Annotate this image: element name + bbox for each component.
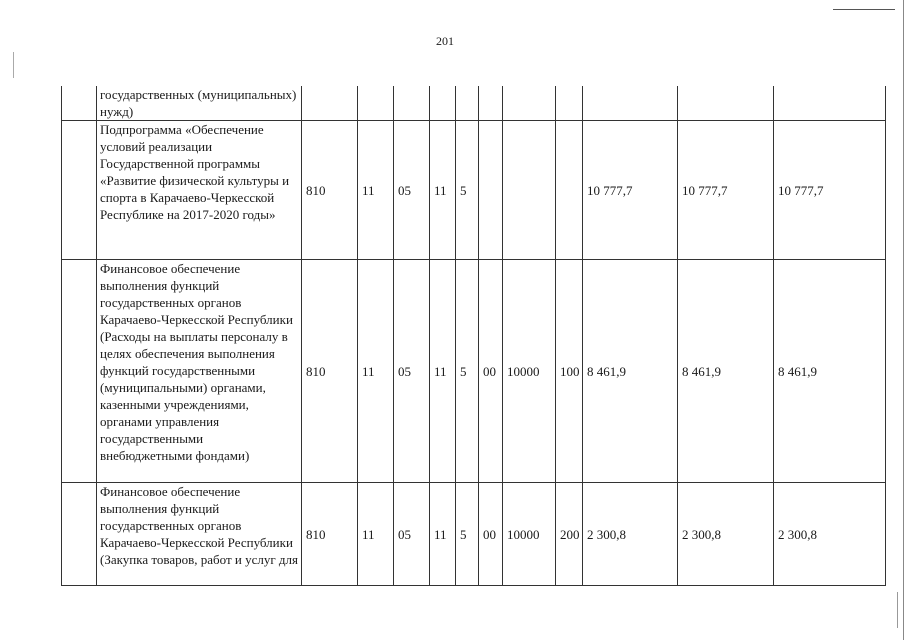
subprogram-cell: 5 <box>456 121 479 260</box>
measure-cell <box>479 121 503 260</box>
amount-cell: 2 300,8 <box>678 483 774 586</box>
section-cell: 11 <box>358 260 394 483</box>
subprogram-cell <box>456 86 479 121</box>
budget-table <box>61 86 886 586</box>
row-name: Финансовое обеспечение выполнения функций государственных органов Карачаево-Черкесской Республики (Расходы на выплаты персоналу в целях обеспечения выполнения функций государственными (муниципальными) органами, казенными учреждениями, органами управления государственными внебюджетными фондами) <box>97 260 302 483</box>
row-name: государственных (муниципальных) нужд) <box>97 86 302 121</box>
expense-type-cell <box>556 86 583 121</box>
blank-cell <box>62 121 97 260</box>
row-name: Финансовое обеспечение выполнения функций государственных органов Карачаево-Черкесской Республики (Закупка товаров, работ и услуг для <box>97 483 302 586</box>
table-row <box>62 121 886 260</box>
table-row <box>62 260 886 483</box>
subsection-cell: 05 <box>394 483 430 586</box>
amount-cell <box>774 86 886 121</box>
expense-type-cell <box>556 121 583 260</box>
blank-cell <box>62 260 97 483</box>
subprogram-cell: 5 <box>456 483 479 586</box>
section-cell <box>358 86 394 121</box>
row-name: Подпрограмма «Обеспечение условий реализации Государственной программы «Развитие физической культуры и спорта в Карачаево-Черкесской Республике на 2017-2020 годы» <box>97 121 302 260</box>
amount-cell: 10 777,7 <box>774 121 886 260</box>
amount-cell: 8 461,9 <box>774 260 886 483</box>
program-cell: 11 <box>430 121 456 260</box>
program-cell <box>430 86 456 121</box>
amount-cell: 2 300,8 <box>583 483 678 586</box>
gov-code-cell: 810 <box>302 121 358 260</box>
scan-edge-right <box>903 0 904 640</box>
amount-cell <box>583 86 678 121</box>
table-row <box>62 86 886 121</box>
amount-cell: 8 461,9 <box>583 260 678 483</box>
amount-cell: 10 777,7 <box>583 121 678 260</box>
expense-type-cell: 200 <box>556 483 583 586</box>
subsection-cell <box>394 86 430 121</box>
blank-cell <box>62 86 97 121</box>
section-cell: 11 <box>358 121 394 260</box>
gov-code-cell: 810 <box>302 260 358 483</box>
direction-cell <box>503 86 556 121</box>
blank-cell <box>62 483 97 586</box>
direction-cell <box>503 121 556 260</box>
table-row <box>62 483 886 586</box>
scan-mark <box>13 52 14 78</box>
scan-mark <box>897 592 898 628</box>
subprogram-cell: 5 <box>456 260 479 483</box>
section-cell: 11 <box>358 483 394 586</box>
amount-cell: 8 461,9 <box>678 260 774 483</box>
amount-cell <box>678 86 774 121</box>
measure-cell: 00 <box>479 483 503 586</box>
subsection-cell: 05 <box>394 260 430 483</box>
subsection-cell: 05 <box>394 121 430 260</box>
program-cell: 11 <box>430 260 456 483</box>
expense-type-cell: 100 <box>556 260 583 483</box>
program-cell: 11 <box>430 483 456 586</box>
direction-cell: 10000 <box>503 483 556 586</box>
measure-cell: 00 <box>479 260 503 483</box>
measure-cell <box>479 86 503 121</box>
gov-code-cell: 810 <box>302 483 358 586</box>
amount-cell: 2 300,8 <box>774 483 886 586</box>
direction-cell: 10000 <box>503 260 556 483</box>
scan-edge-top <box>833 9 895 10</box>
gov-code-cell <box>302 86 358 121</box>
page-number: 201 <box>436 34 454 48</box>
amount-cell: 10 777,7 <box>678 121 774 260</box>
